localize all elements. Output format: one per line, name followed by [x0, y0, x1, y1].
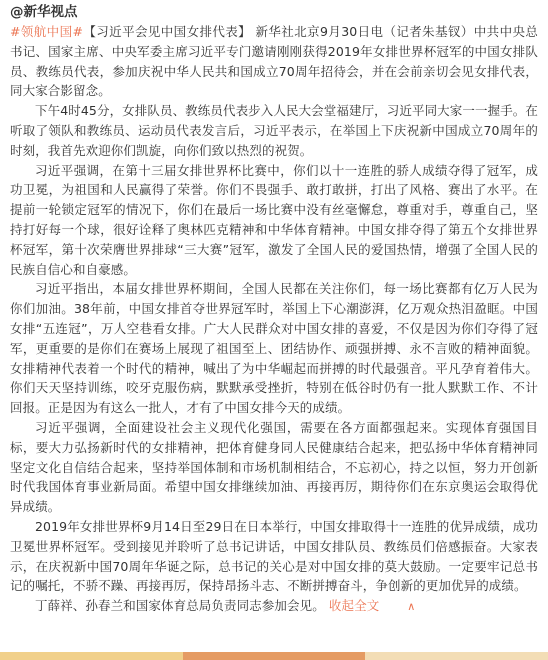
image-thumbnail[interactable] [183, 652, 366, 660]
paragraph-2: 下午4时45分，女排队员、教练员代表步入人民大会堂福建厅，习近平同大家一一握手。在听取了领队和教练员、运动员代表发言后，习近平表示，在举国上下庆祝新中国成立70周年的时刻，我首先欢迎你们凯旋，向你们致以热烈的祝贺。 [10, 103, 538, 158]
paragraph-1 [10, 22, 538, 101]
paragraph-3: 习近平强调，在第十三届女排世界杯比赛中，你们以十一连胜的骄人成绩夺得了冠军，成功卫冕，为祖国和人民赢得了荣誉。你们不畏强手、敢打敢拼，打出了风格、赛出了水平。在提前一轮锁定冠军的情况下，你们在最后一场比赛中没有丝毫懈怠，尊重对手，尊重自己，坚持打好每一个球，很好诠释了奥林匹克精神和中华体育精神。中国女排夺得了第五个女排世界杯冠军，第十次荣膺世界排球“三大赛”冠军，激发了全国人民的爱国热情，增强了全国人民的民族自信心和自豪感。 [10, 162, 538, 277]
paragraph-text: 新华社北京9月30日电（记者朱基钗）中共中央总书记、国家主席、中央军委主席习近平专门邀请刚刚获得2019年女排世界杯冠军的中国女排队员、教练员代表，参加庆祝中华人民共和国成立70周年招待会，并在会前亲切会见女排代表，同大家合影留念。 [10, 24, 538, 99]
collapse-full-text-link[interactable] [329, 598, 416, 613]
chevron-up-icon: ∧ [407, 600, 416, 614]
paragraph-text: 丁薛祥、孙春兰和国家体育总局负责同志参加会见。 [35, 598, 325, 614]
image-preview-strip [0, 652, 548, 660]
image-thumbnail[interactable] [0, 652, 183, 660]
post-headline: 【习近平会见中国女排代表】 [83, 24, 252, 39]
collapse-label: 收起全文 [328, 598, 380, 614]
post-body [10, 22, 538, 617]
paragraph-4: 习近平指出，本届女排世界杯期间，全国人民都在关注你们，每一场比赛都有亿万人民为你们加油。38年前，中国女排首夺世界冠军时，举国上下心潮澎湃，亿万观众热泪盈眶。中国女排“五连冠”，万人空巷看女排。广大人民群众对中国女排的喜爱，不仅是因为你们夺得了冠军，更重要的是你们在赛场上展现了祖国至上、团结协作、顽强拼搏、永不言败的精神面貌。女排精神代表着一个时代的精神，喊出了为中华崛起而拼搏的时代最强音。平凡孕育着伟大。你们天天坚持训练，咬牙克服伤病，默默承受挫折，特别在低谷时仍有一批人默默工作、不计回报。正是因为有这么一批人，才有了中国女排今天的成绩。 [10, 281, 538, 416]
image-thumbnail[interactable] [365, 652, 548, 660]
paragraph-6: 2019年女排世界杯9月14日至29日在日本举行，中国女排取得十一连胜的优异成绩，成功卫冕世界杯冠军。受到接见并聆听了总书记讲话，中国女排队员、教练员们倍感振奋。大家表示，在庆祝新中国70周年华诞之际，总书记的关心是对中国女排的莫大鼓励。一定要牢记总书记的嘱托，不骄不躁、再接再厉，保持昂扬斗志、不断拼搏奋斗，争创新的更加优异的成绩。 [10, 518, 538, 594]
paragraph-5: 习近平强调，全面建设社会主义现代化强国，需要在各方面都强起来。实现体育强国目标，要大力弘扬新时代的女排精神，把体育健身同人民健康结合起来，把弘扬中华体育精神同坚定文化自信结合起来，坚持举国体制和市场机制相结合，不忘初心，持之以恒，努力开创新时代我国体育事业新局面。希望中国女排继续加油、再接再厉，期待你们在东京奥运会取得优异成绩。 [10, 419, 538, 515]
topic-hashtag-link[interactable]: #领航中国# [10, 24, 84, 39]
post-author[interactable]: @新华视点 [10, 4, 78, 20]
paragraph-7 [10, 596, 538, 617]
